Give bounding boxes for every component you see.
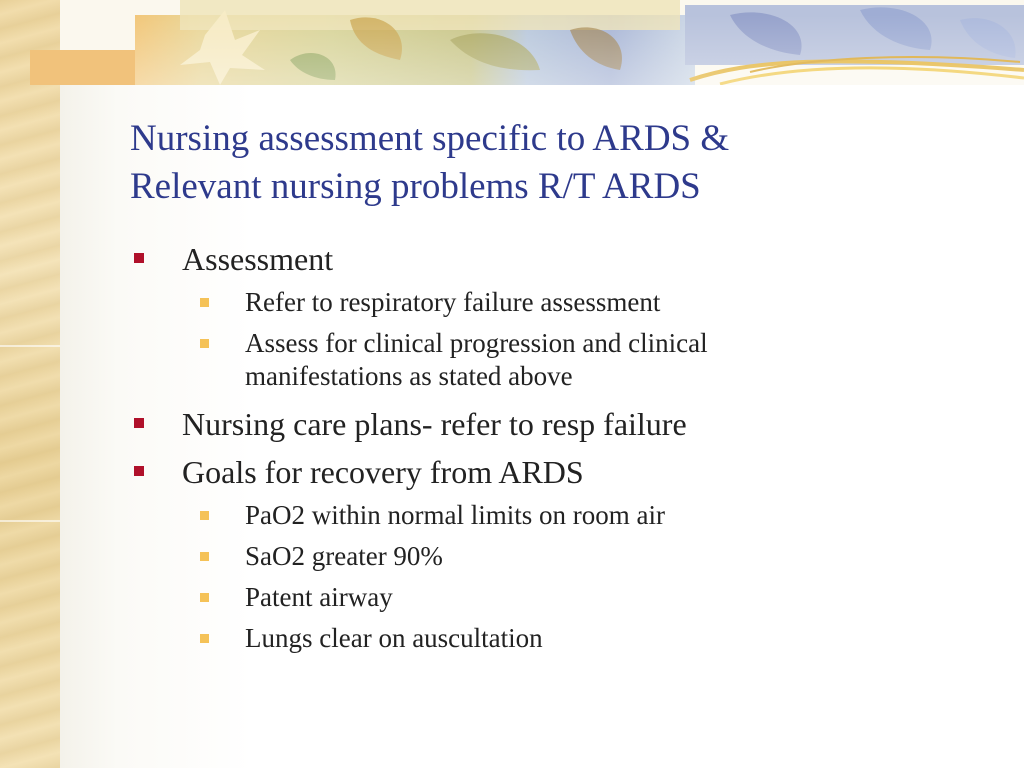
sub-bullet — [130, 327, 990, 360]
sub-bullet-text: Assess for clinical progression and clinical — [245, 328, 708, 358]
square-sub-bullet-icon — [200, 511, 209, 520]
bullet-text: Assessment — [182, 241, 334, 277]
strip-seam — [0, 520, 60, 522]
sub-bullet — [130, 499, 990, 532]
sub-bullet-text: PaO2 within normal limits on room air — [245, 500, 665, 530]
sub-bullet-continuation — [130, 360, 990, 393]
slide-title — [130, 115, 990, 211]
square-sub-bullet-icon — [200, 634, 209, 643]
square-bullet-icon — [134, 418, 144, 428]
top-decorative-banner — [30, 0, 1024, 85]
sub-bullet-text: Lungs clear on auscultation — [245, 623, 543, 653]
slide-body — [130, 240, 990, 655]
sub-bullet — [130, 581, 990, 614]
slide-title-line-2: Relevant nursing problems R/T ARDS — [130, 166, 701, 207]
square-sub-bullet-icon — [200, 298, 209, 307]
slide-title-line-1: Nursing assessment specific to ARDS & — [130, 118, 730, 159]
bullet-text: Nursing care plans- refer to resp failure — [182, 406, 687, 442]
bullet-nursing-care-plans — [130, 405, 990, 443]
sub-bullet-text: manifestations as stated above — [245, 361, 573, 391]
sub-bullet-text: SaO2 greater 90% — [245, 541, 443, 571]
sub-bullet — [130, 622, 990, 655]
square-bullet-icon — [134, 466, 144, 476]
sub-bullet — [130, 286, 990, 319]
square-sub-bullet-icon — [200, 552, 209, 561]
square-sub-bullet-icon — [200, 339, 209, 348]
strip-seam — [0, 345, 60, 347]
square-bullet-icon — [134, 253, 144, 263]
bullet-text: Goals for recovery from ARDS — [182, 454, 584, 490]
sub-bullet-text: Patent airway — [245, 582, 393, 612]
sub-bullet-text: Refer to respiratory failure assessment — [245, 287, 661, 317]
left-decorative-strip — [0, 0, 60, 768]
square-sub-bullet-icon — [200, 593, 209, 602]
bullet-assessment — [130, 240, 990, 278]
banner-artwork — [30, 0, 1024, 85]
bullet-goals — [130, 453, 990, 491]
sub-bullet — [130, 540, 990, 573]
